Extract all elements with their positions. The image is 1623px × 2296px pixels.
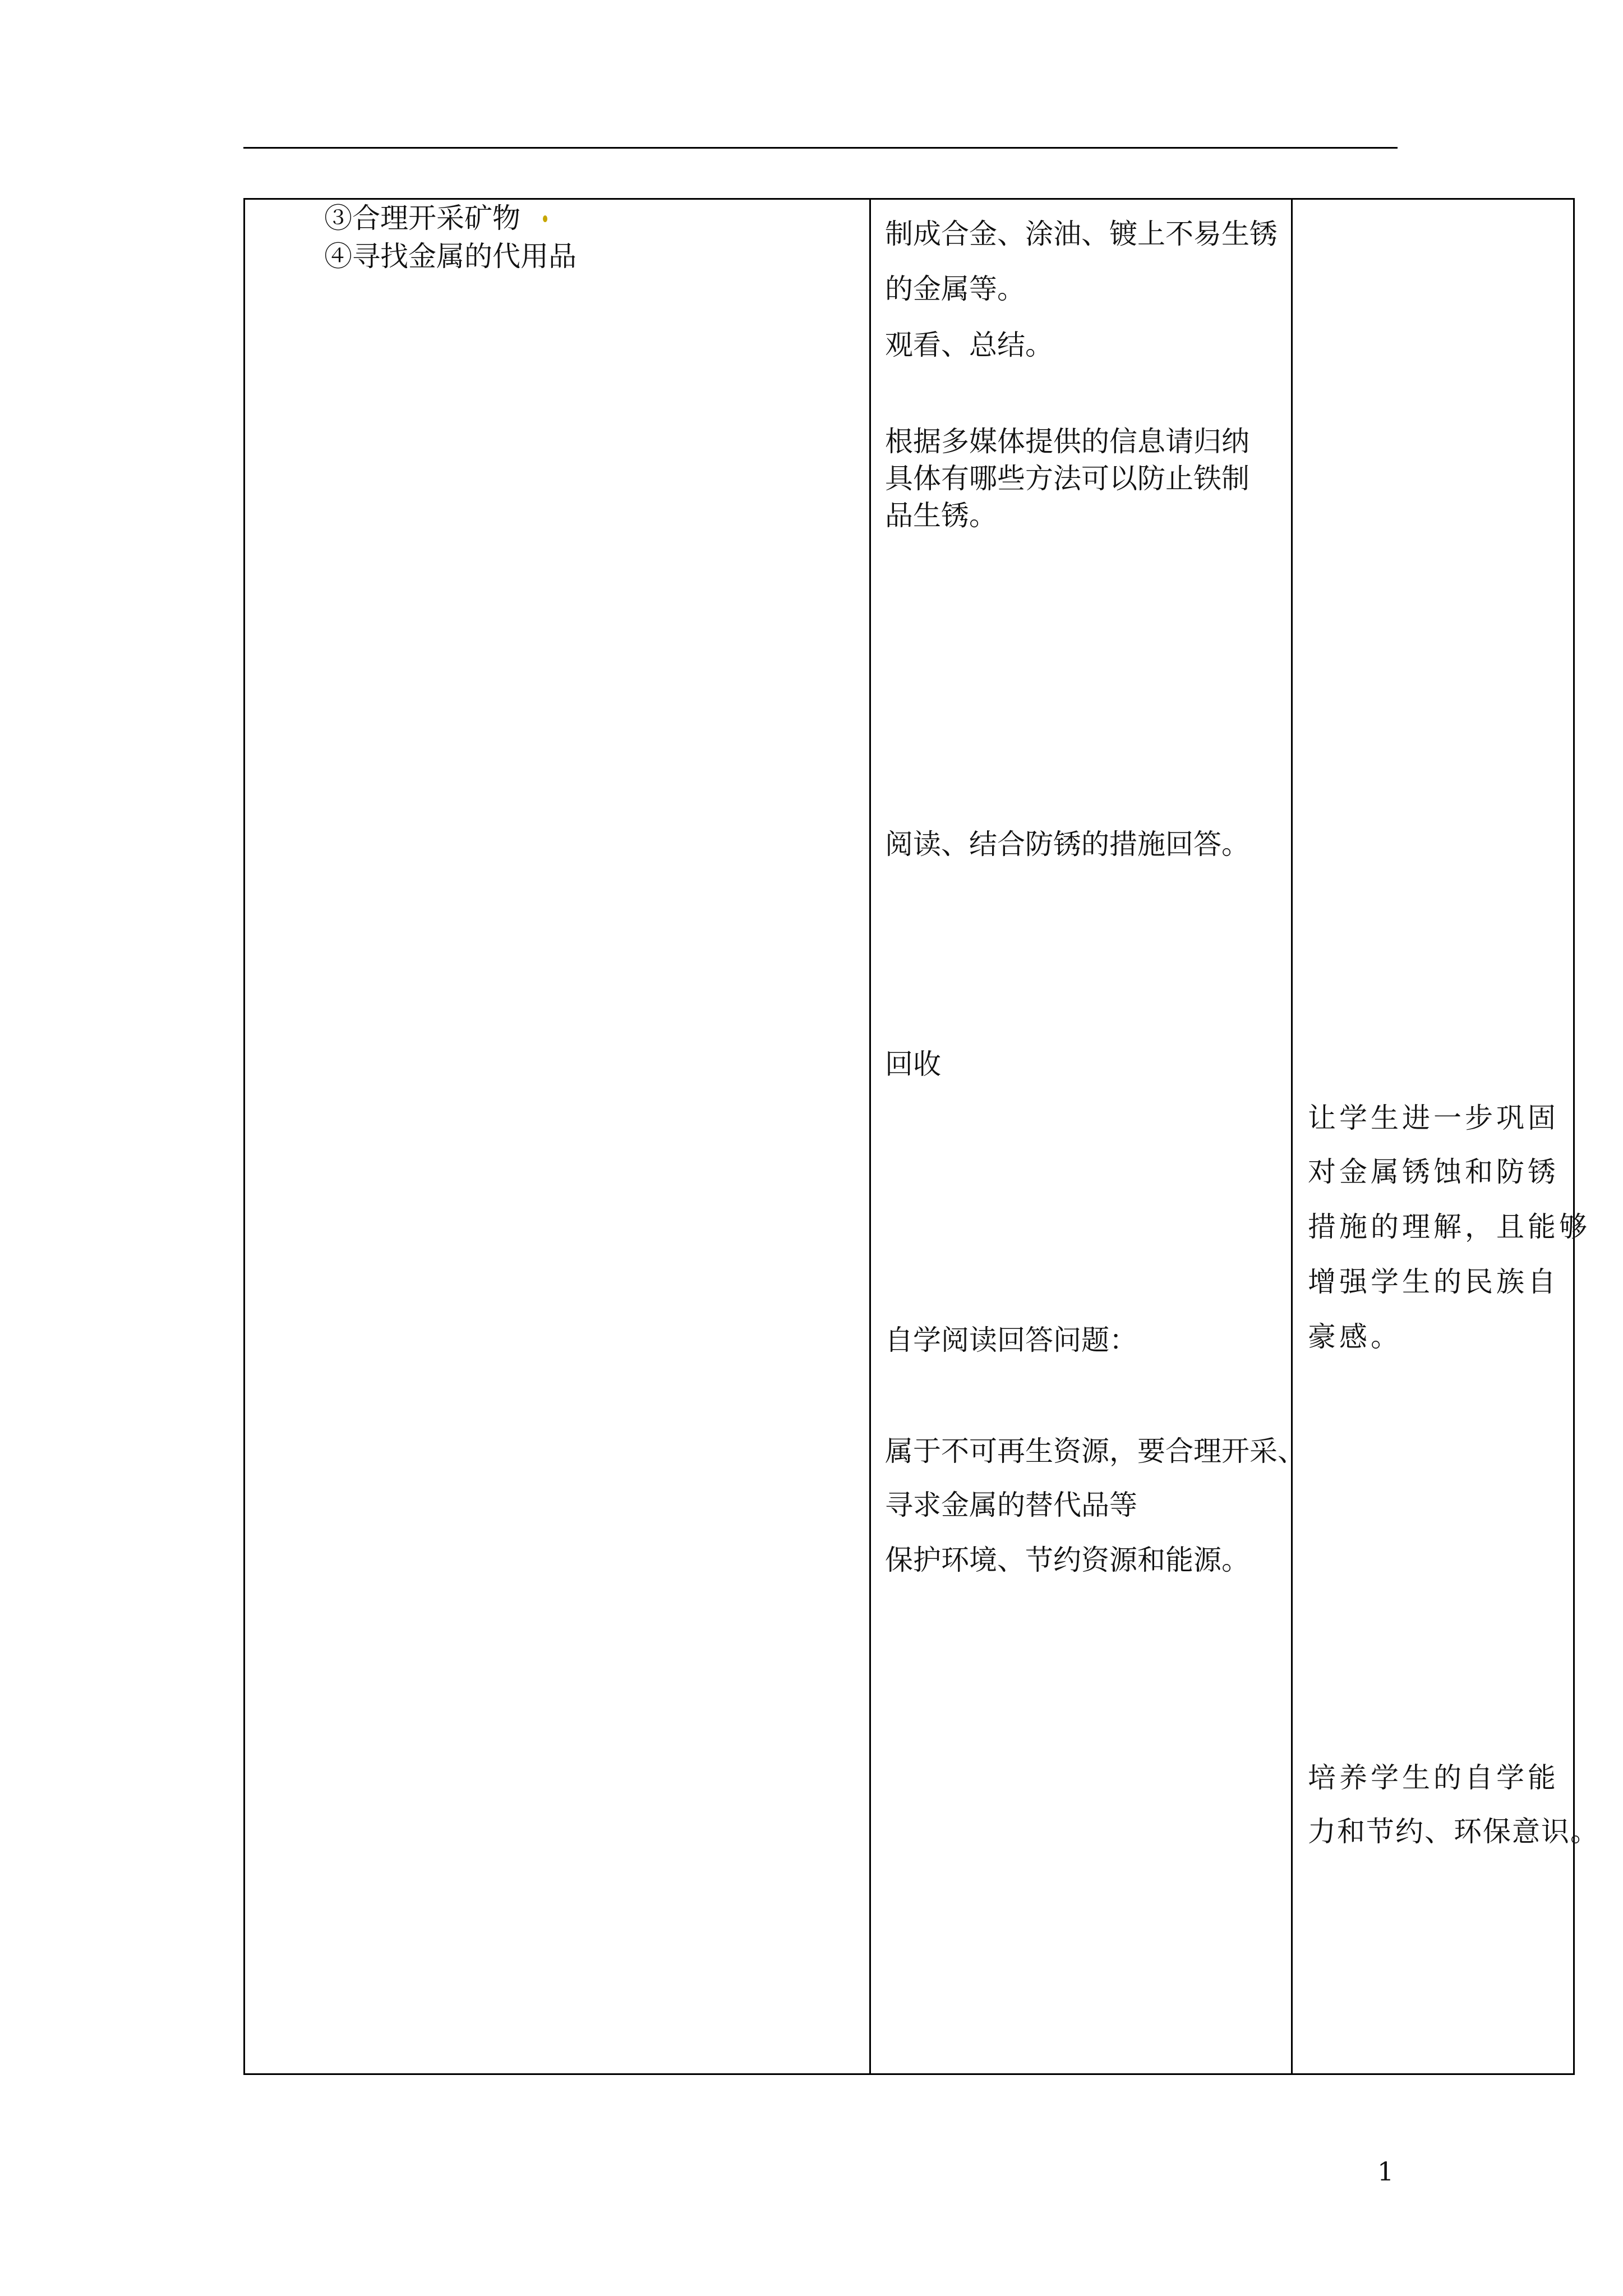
header-rule: [243, 147, 1398, 149]
ink-dot: [543, 215, 547, 222]
right-line-6: 培养学生的自学能: [1308, 1761, 1559, 1794]
mid-line-11: 寻求金属的替代品等: [885, 1489, 1137, 1521]
right-line-4: 增强学生的民族自: [1308, 1266, 1559, 1298]
left-item-4: ④寻找金属的代用品: [324, 240, 577, 273]
right-line-5: 豪感。: [1308, 1320, 1402, 1353]
right-line-1: 让学生进一步巩固: [1308, 1102, 1559, 1134]
mid-line-10: 属于不可再生资源，要合理开采、: [885, 1435, 1306, 1467]
mid-line-7: 阅读、结合防锈的措施回答。: [885, 828, 1249, 861]
page-number: 1: [1377, 2156, 1394, 2187]
column-divider-2: [1291, 198, 1293, 2075]
mid-line-4: 根据多媒体提供的信息请归纳: [885, 425, 1249, 458]
mid-line-3: 观看、总结。: [885, 329, 1053, 361]
right-line-3: 措施的理解，且能够: [1308, 1211, 1590, 1243]
right-line-2: 对金属锈蚀和防锈: [1308, 1156, 1559, 1188]
mid-line-12: 保护环境、节约资源和能源。: [885, 1544, 1249, 1576]
mid-line-9: 自学阅读回答问题：: [885, 1324, 1137, 1356]
right-line-7: 力和节约、环保意识。: [1308, 1815, 1599, 1848]
left-item-3: ③合理开采矿物: [324, 202, 520, 234]
mid-line-2: 的金属等。: [885, 273, 1025, 305]
mid-line-1: 制成合金、涂油、镀上不易生锈: [885, 218, 1278, 250]
column-divider-1: [869, 198, 871, 2075]
mid-line-8: 回收: [885, 1048, 941, 1080]
mid-line-5: 具体有哪些方法可以防止铁制: [885, 462, 1249, 495]
mid-line-6: 品生锈。: [885, 499, 997, 532]
